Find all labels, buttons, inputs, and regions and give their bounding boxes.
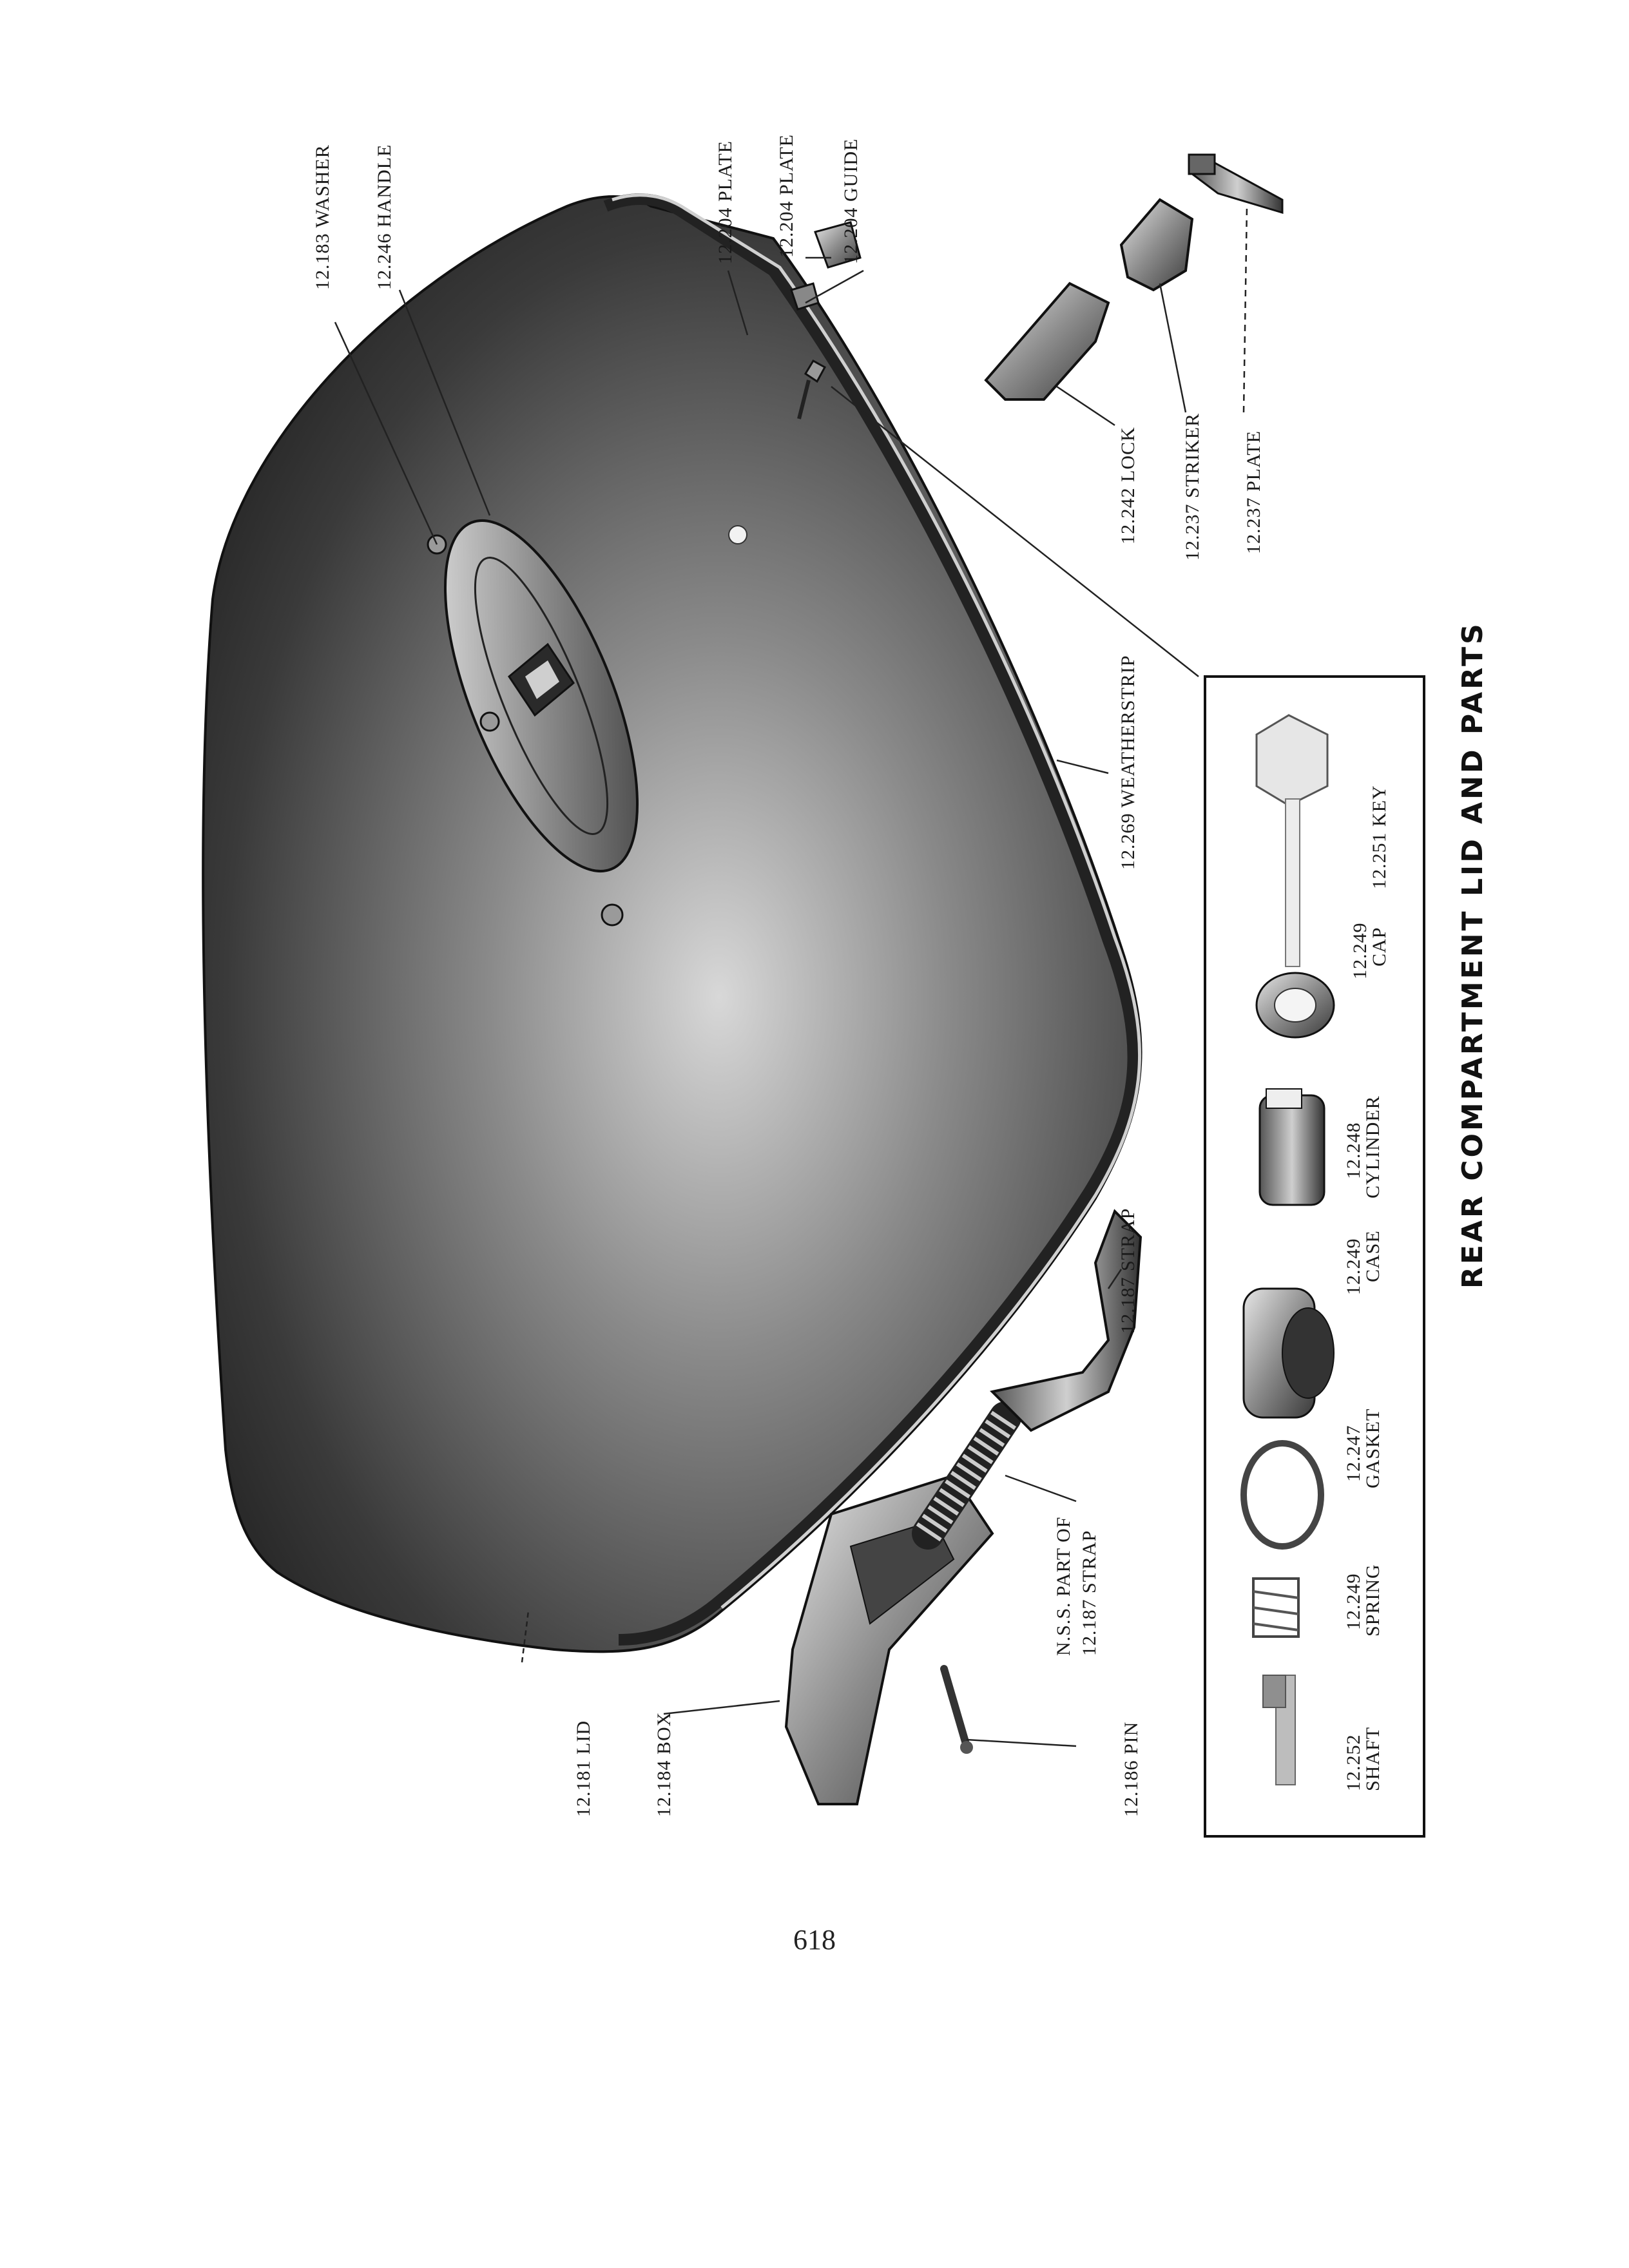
page-number: 618 [793,1924,836,1956]
label-lid: 12.181 LID [573,1720,594,1817]
cylinder-part [1260,1089,1324,1205]
label-nss-line1: N.S.S. PART OF [1053,1516,1074,1656]
label-cylinder-name: CYLINDER [1362,1095,1383,1198]
label-gasket-name: GASKET [1362,1408,1383,1488]
label-plate-204-b: 12.204 PLATE [776,134,797,258]
label-pin: 12.186 PIN [1121,1721,1142,1817]
label-spring-num: 12.249 [1343,1573,1364,1630]
label-shaft-name: SHAFT [1362,1726,1383,1791]
striker-part [1121,200,1192,290]
label-lock: 12.242 LOCK [1117,427,1139,544]
label-key: 12.251 KEY [1369,785,1390,889]
lock-cylinder-inset [1205,677,1424,1836]
label-shaft-num: 12.252 [1343,1734,1364,1791]
label-guide: 12.204 GUIDE [840,138,862,264]
label-striker: 12.237 STRIKER [1182,412,1203,561]
label-strap: 12.187 STRAP [1117,1207,1139,1334]
label-cylinder-num: 12.248 [1343,1122,1364,1179]
label-gasket-num: 12.247 [1343,1425,1364,1482]
label-spring-name: SPRING [1362,1564,1383,1637]
label-washer: 12.183 WASHER [312,144,333,290]
label-plate-237: 12.237 PLATE [1243,430,1264,554]
label-handle: 12.246 HANDLE [374,144,395,290]
inset-frame [1205,677,1424,1836]
label-plate-204-a: 12.204 PLATE [715,140,736,264]
lock-part [986,284,1108,399]
label-cap-name: CAP [1369,927,1390,966]
label-cap-num: 12.249 [1349,922,1371,979]
label-box: 12.184 BOX [653,1711,675,1817]
page-title: REAR COMPARTMENT LID AND PARTS [1456,621,1489,1289]
label-case-num: 12.249 [1343,1238,1364,1295]
label-weatherstrip: 12.269 WEATHERSTRIP [1117,655,1139,870]
hinge-pin [944,1669,967,1746]
label-nss-line2: 12.187 STRAP [1079,1530,1100,1656]
label-case-name: CASE [1362,1230,1383,1282]
